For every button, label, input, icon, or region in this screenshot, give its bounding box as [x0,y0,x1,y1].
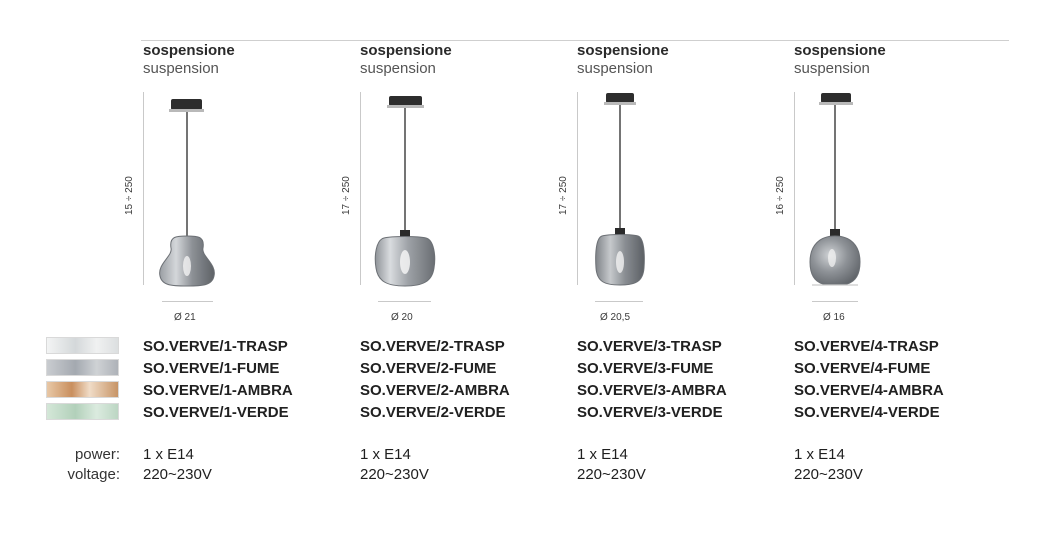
swatch-verde [46,403,119,420]
diameter-label: Ø 20 [391,312,413,323]
code-ambra: SO.VERVE/3-AMBRA [577,382,727,399]
code-trasp: SO.VERVE/2-TRASP [360,338,505,355]
diameter-label: Ø 21 [174,312,196,323]
title-english: suspension [143,60,219,77]
code-verde: SO.VERVE/2-VERDE [360,404,506,421]
title-italian: sospensione [577,42,669,59]
product-codes [143,336,293,424]
voltage-value: 220~230V [794,466,863,483]
swatch-ambra [46,381,119,398]
power-value: 1 x E14 [794,446,845,463]
voltage-value: 220~230V [360,466,429,483]
code-fume: SO.VERVE/4-FUME [794,360,931,377]
diameter-dimension-line [378,301,431,302]
title-italian: sospensione [143,42,235,59]
voltage-value: 220~230V [143,466,212,483]
swatch-trasp [46,337,119,354]
diameter-dimension-line [595,301,643,302]
height-label: 17 ÷ 250 [341,176,352,215]
pendant-lamp-4-icon [792,0,1012,310]
height-label: 15 ÷ 250 [124,176,135,215]
spec-values [143,445,212,485]
diameter-dimension-line [162,301,213,302]
product-column-1 [124,0,361,548]
code-ambra: SO.VERVE/2-AMBRA [360,382,510,399]
diameter-dimension-line [812,301,858,302]
code-ambra: SO.VERVE/4-AMBRA [794,382,944,399]
code-verde: SO.VERVE/3-VERDE [577,404,723,421]
product-column-2 [341,0,578,548]
spec-values [794,445,863,485]
spec-labels [40,445,120,485]
product-column-4 [775,0,1012,548]
power-label: power: [74,446,120,463]
product-column-3 [558,0,795,548]
power-value: 1 x E14 [577,446,628,463]
product-codes [577,336,727,424]
height-label: 17 ÷ 250 [558,176,569,215]
code-fume: SO.VERVE/1-FUME [143,360,280,377]
height-label: 16 ÷ 250 [775,176,786,215]
diameter-label: Ø 16 [823,312,845,323]
code-verde: SO.VERVE/4-VERDE [794,404,940,421]
title-english: suspension [577,60,653,77]
title-italian: sospensione [794,42,886,59]
title-english: suspension [360,60,436,77]
product-codes [794,336,944,424]
code-verde: SO.VERVE/1-VERDE [143,404,289,421]
swatch-fume [46,359,119,376]
voltage-value: 220~230V [577,466,646,483]
product-codes [360,336,510,424]
code-fume: SO.VERVE/3-FUME [577,360,714,377]
power-value: 1 x E14 [143,446,194,463]
power-value: 1 x E14 [360,446,411,463]
spec-values [360,445,429,485]
title-italian: sospensione [360,42,452,59]
voltage-label: voltage: [67,466,120,483]
pendant-lamp-1-icon [141,0,361,310]
pendant-lamp-3-icon [575,0,795,310]
code-trasp: SO.VERVE/4-TRASP [794,338,939,355]
pendant-lamp-2-icon [358,0,578,310]
diameter-label: Ø 20,5 [600,312,631,323]
code-fume: SO.VERVE/2-FUME [360,360,497,377]
code-trasp: SO.VERVE/3-TRASP [577,338,722,355]
title-english: suspension [794,60,870,77]
code-trasp: SO.VERVE/1-TRASP [143,338,288,355]
code-ambra: SO.VERVE/1-AMBRA [143,382,293,399]
spec-values [577,445,646,485]
